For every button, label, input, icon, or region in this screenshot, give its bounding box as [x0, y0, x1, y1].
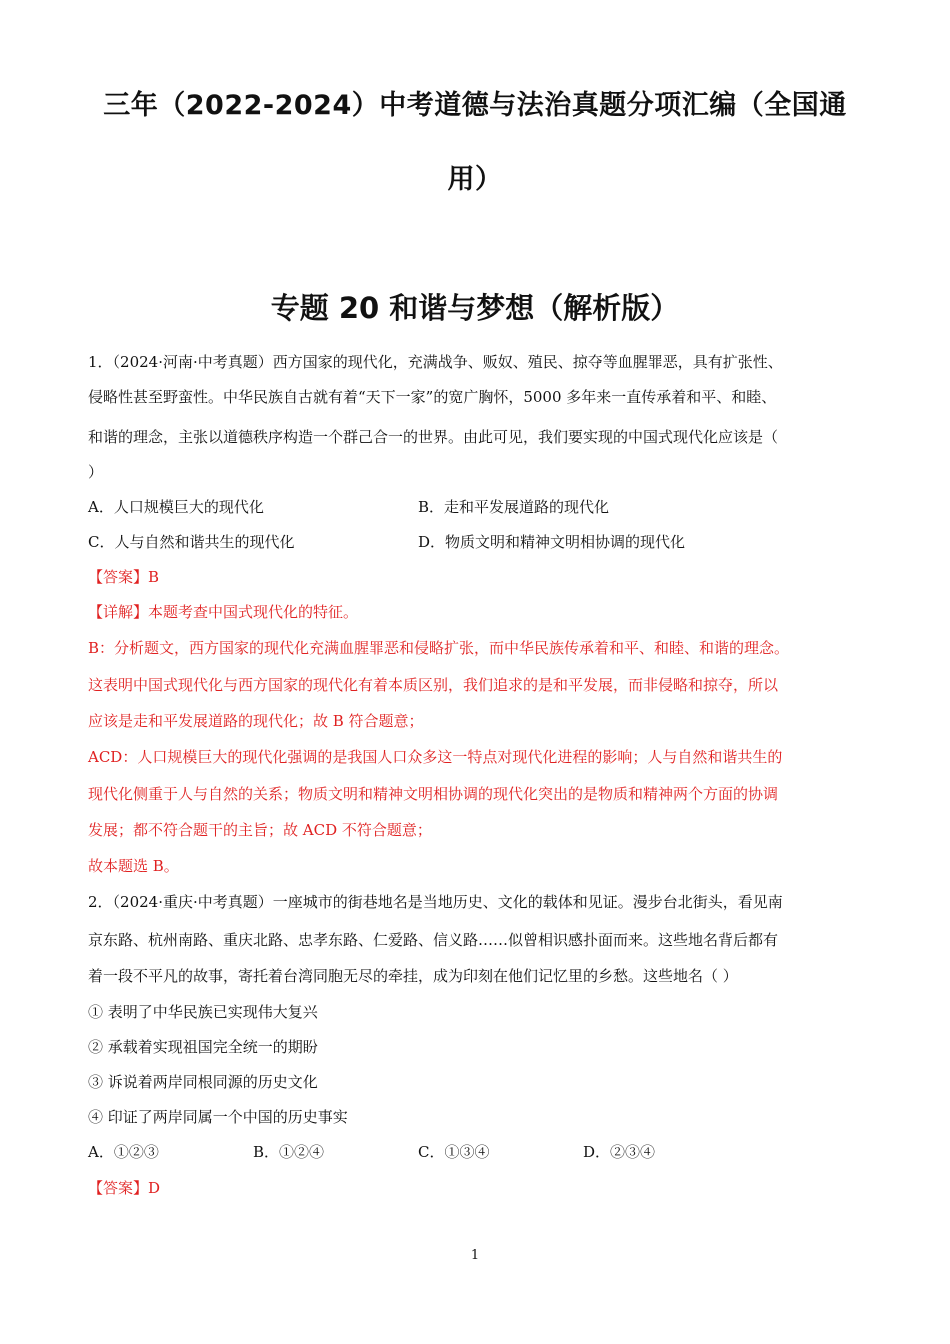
q1-analysis-line-3: 应该是走和平发展道路的现代化；故 B 符合题意； [88, 712, 424, 730]
q2-answer-label: 【答案】 [88, 1179, 149, 1197]
q1-answer-label: 【答案】 [88, 568, 149, 586]
q2-stem-line-3: 着一段不平凡的故事，寄托着台湾同胞无尽的牵挂，成为印刻在他们记忆里的乡愁。这些地名（ ） [88, 967, 738, 985]
q1-analysis-line-4: ACD：人口规模巨大的现代化强调的是我国人口众多这一特点对现代化进程的影响；人与自然和谐共生的 [88, 748, 783, 766]
q1-option-b: B．走和平发展道路的现代化 [418, 498, 610, 516]
q2-stem-line-2: 京东路、杭州南路、重庆北路、忠孝东路、仁爱路、信义路……似曾相识感扑面而来。这些地名背后都有 [88, 931, 779, 949]
q1-analysis-line-6: 发展；都不符合题干的主旨；故 ACD 不符合题意； [88, 821, 432, 839]
q2-answer-value: D [148, 1179, 161, 1197]
q2-option-a: A．①②③ [88, 1143, 159, 1161]
q1-detail [88, 602, 868, 622]
q2-options-row [88, 1142, 868, 1162]
topic-title: 专题 20 和谐与梦想（解析版） [270, 291, 680, 325]
q1-stem-line-4: ） [88, 463, 104, 481]
q1-answer [88, 567, 868, 587]
q1-stem-line-1: 1．（2024·河南·中考真题）西方国家的现代化，充满战争、贩奴、殖民、掠夺等血腥罪恶，具有扩张性、 [88, 353, 783, 371]
page-number: 1 [470, 1248, 480, 1263]
q1-stem-line-2: 侵略性甚至野蛮性。中华民族自古就有着“天下一家”的宽广胸怀，5000 多年来一直传承着和平、和睦、 [88, 388, 777, 406]
q2-option-b: B．①②④ [253, 1143, 325, 1161]
q1-analysis-line-2: 这表明中国式现代化与西方国家的现代化有着本质区别，我们追求的是和平发展，而非侵略和掠夺，所以 [88, 676, 779, 694]
q2-statement-2: ② 承载着实现祖国完全统一的期盼 [88, 1038, 318, 1056]
q2-answer [88, 1178, 868, 1198]
q1-option-a: A．人口规模巨大的现代化 [88, 498, 264, 516]
q1-analysis-line-5: 现代化侧重于人与自然的关系；物质文明和精神文明相协调的现代化突出的是物质和精神两个方面的协调 [88, 785, 779, 803]
q1-detail-label: 【详解】 [88, 603, 149, 621]
q1-options-row-2 [88, 532, 868, 552]
q1-analysis-line-1: B：分析题文，西方国家的现代化充满血腥罪恶和侵略扩张，而中华民族传承着和平、和睦、和谐的理念。 [88, 639, 790, 657]
q1-detail-text: 本题考查中国式现代化的特征。 [148, 603, 359, 621]
q2-option-d: D．②③④ [583, 1143, 656, 1161]
q1-analysis-line-7: 故本题选 B。 [88, 857, 179, 875]
q1-options-row-1 [88, 497, 868, 517]
q1-option-c: C．人与自然和谐共生的现代化 [88, 533, 295, 551]
q2-stem-line-1: 2．（2024·重庆·中考真题）一座城市的街巷地名是当地历史、文化的载体和见证。漫步台北街头，看见南 [88, 893, 783, 911]
document-title-line-1: 三年（2022-2024）中考道德与法治真题分项汇编（全国通 [103, 90, 847, 121]
q1-stem-line-3: 和谐的理念，主张以道德秩序构造一个群己合一的世界。由此可见，我们要实现的中国式现代化应该是（ [88, 428, 779, 446]
q2-statement-3: ③ 诉说着两岸同根同源的历史文化 [88, 1073, 318, 1091]
q1-option-d: D．物质文明和精神文明相协调的现代化 [418, 533, 686, 551]
q2-statement-4: ④ 印证了两岸同属一个中国的历史事实 [88, 1108, 348, 1126]
q2-option-c: C．①③④ [418, 1143, 490, 1161]
q2-statement-1: ① 表明了中华民族已实现伟大复兴 [88, 1003, 318, 1021]
document-title-line-2: 用） [447, 164, 503, 195]
q1-answer-value: B [148, 568, 160, 586]
